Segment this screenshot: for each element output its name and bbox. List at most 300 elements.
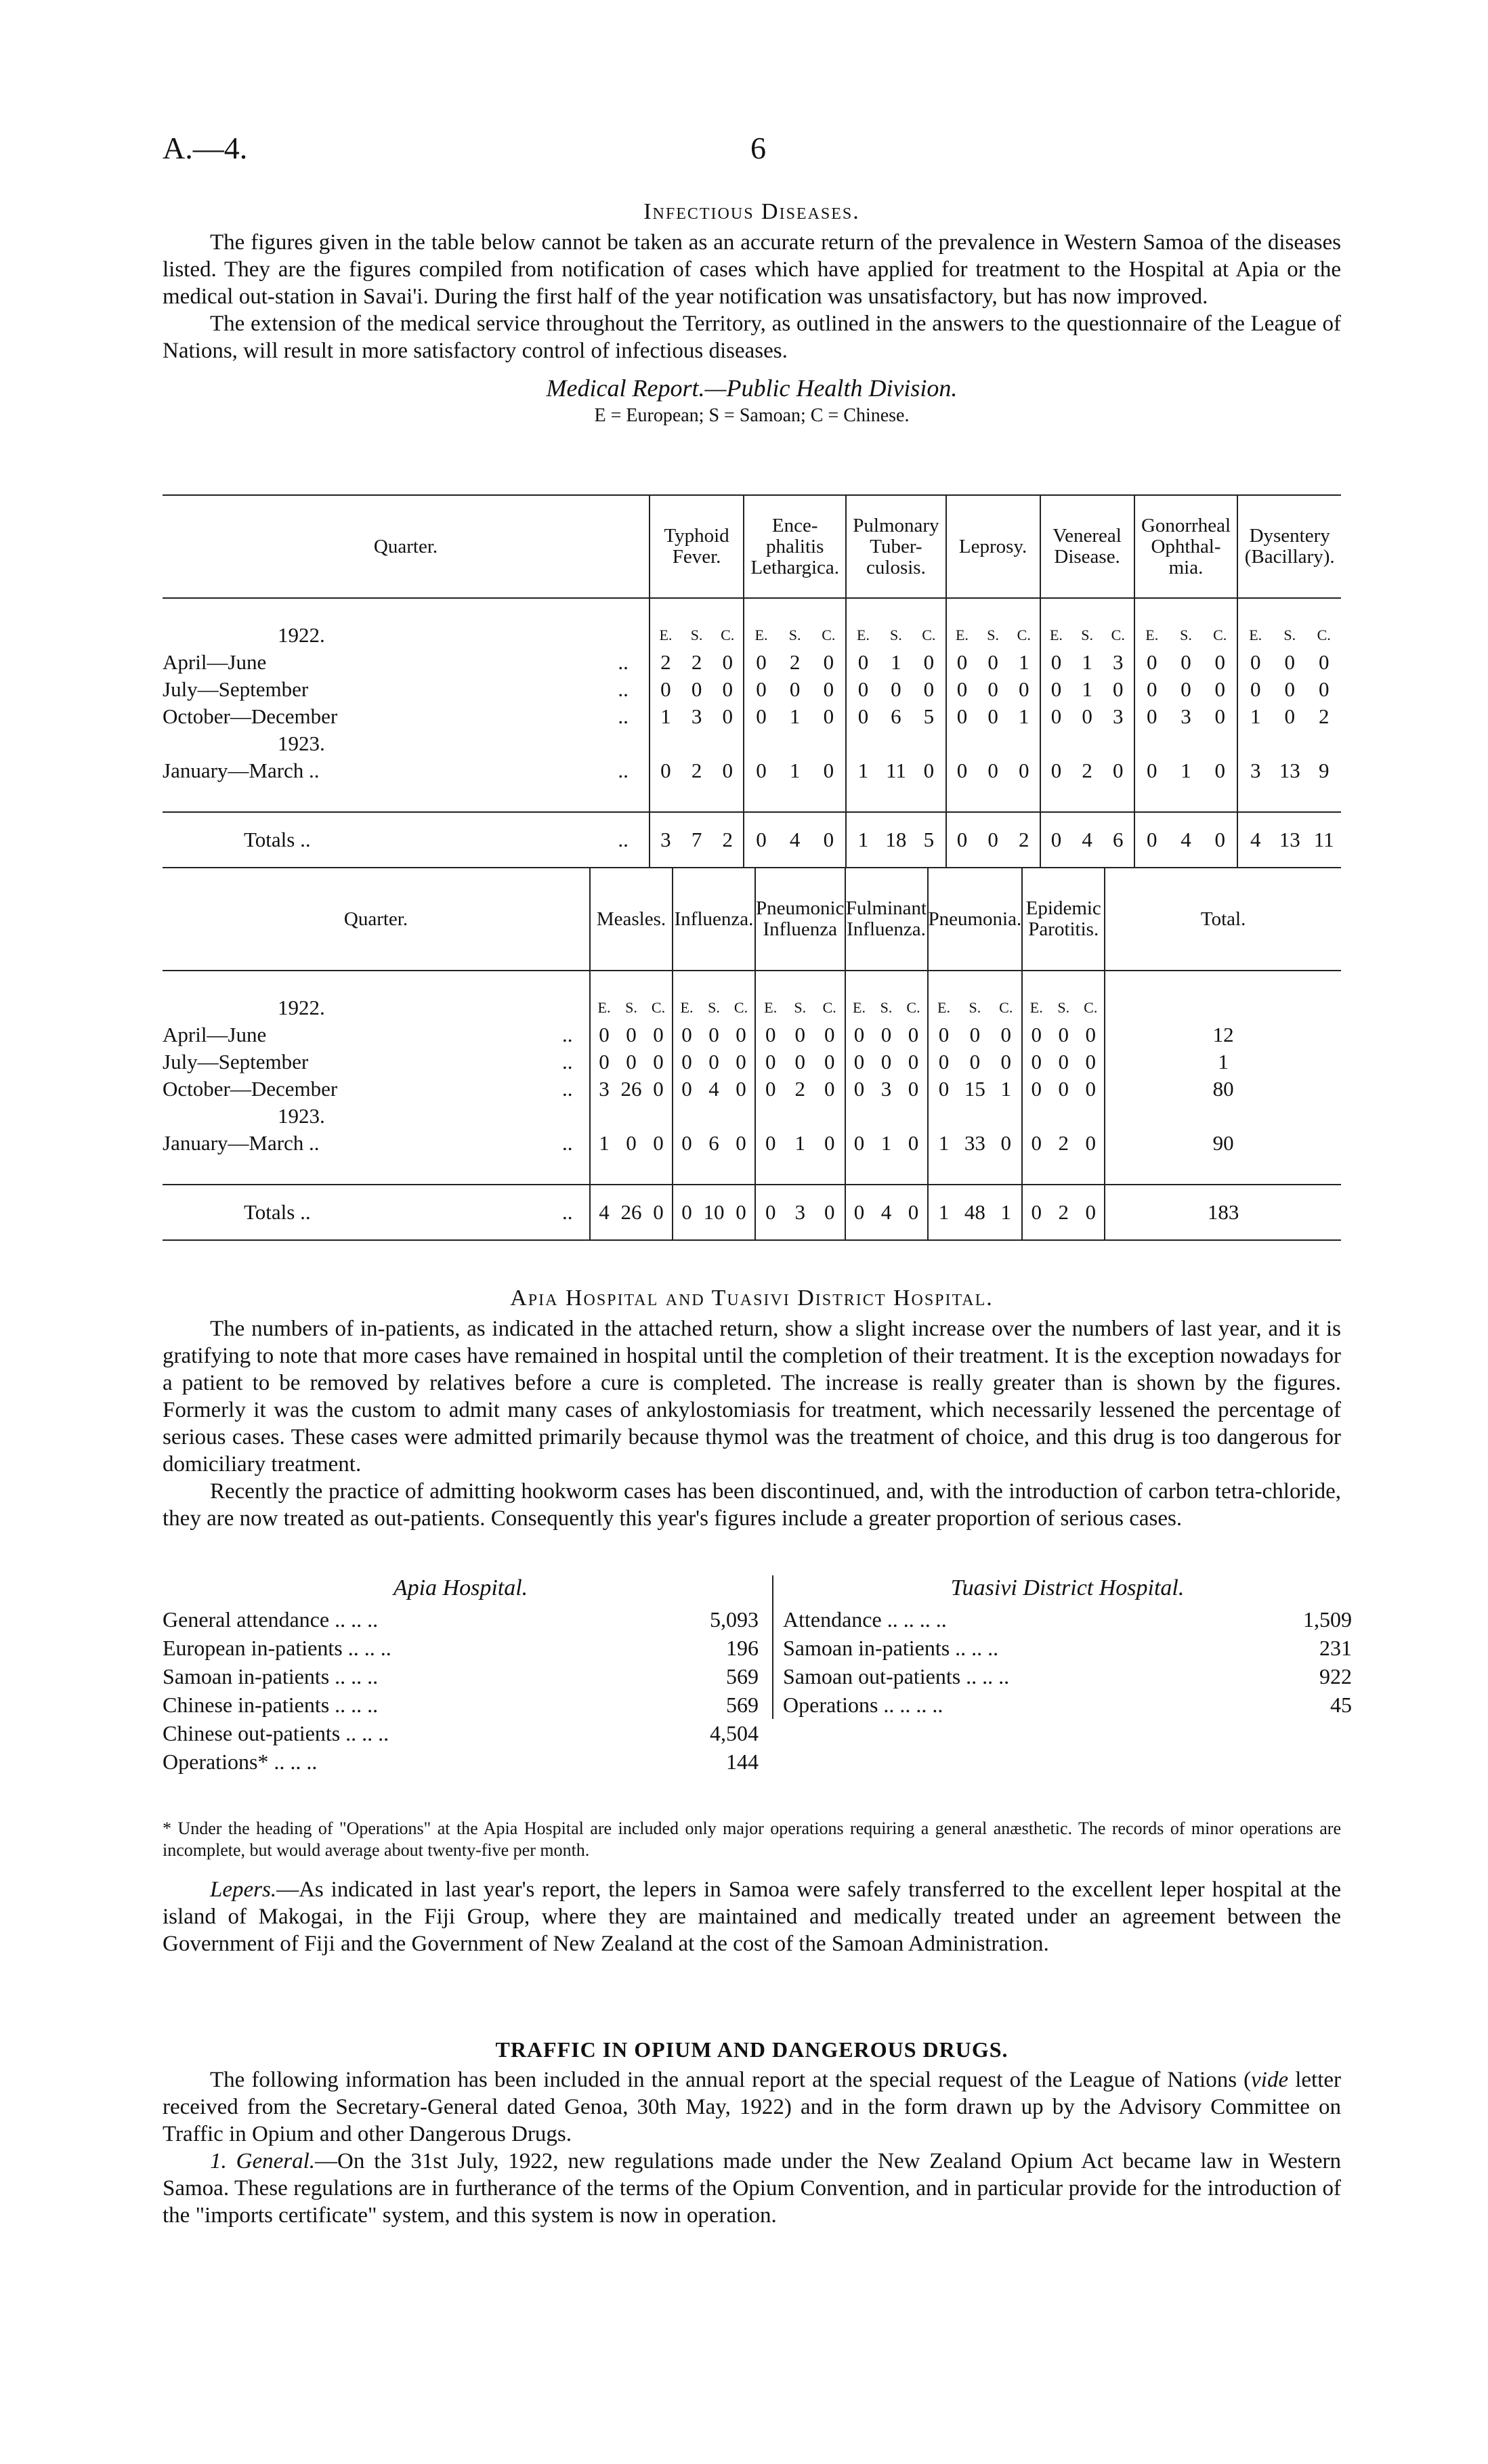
year-label: 1922. xyxy=(278,623,325,647)
cell-value: 0 xyxy=(946,649,978,676)
stat-value: 569 xyxy=(726,1693,759,1717)
totals-row xyxy=(163,1185,1341,1240)
stat-row xyxy=(163,1719,759,1747)
column-header: Pulmonary Tuber-culosis. xyxy=(846,495,945,598)
cell-value: 3 xyxy=(691,704,702,728)
column-header: Measles. xyxy=(590,868,673,971)
cell-value: 0 xyxy=(1181,677,1191,701)
table-row xyxy=(163,649,1341,676)
spacer xyxy=(846,784,880,812)
esc-label: C. xyxy=(1017,626,1031,643)
spacer xyxy=(1040,784,1072,812)
table-row xyxy=(163,676,1341,703)
hospital-section xyxy=(163,1286,1341,1532)
column-header: Dysentery (Bacillary). xyxy=(1237,495,1341,598)
total-value: 0 xyxy=(845,1185,873,1240)
cell-value: 0 xyxy=(626,1023,637,1046)
cell-value: 1 xyxy=(1082,650,1092,674)
cell-value: 0 xyxy=(673,1021,700,1048)
spacer xyxy=(1022,1157,1050,1185)
spacer xyxy=(700,1103,727,1130)
stat-value: 5,093 xyxy=(710,1607,759,1632)
cell-value: 2 xyxy=(1058,1131,1069,1155)
total-value: 4 xyxy=(1071,812,1103,868)
cell-value: 0 xyxy=(736,1050,746,1074)
stat-row xyxy=(163,1605,759,1634)
cell-value: 3 xyxy=(880,1077,892,1101)
column-header: Venereal Disease. xyxy=(1040,495,1134,598)
total-value: 1 xyxy=(990,1185,1022,1240)
total-value: 0 xyxy=(1134,812,1169,868)
year-label: 1922. xyxy=(278,996,325,1019)
spacer xyxy=(1306,784,1341,812)
esc-label: C. xyxy=(922,626,936,643)
row-total: 90 xyxy=(1105,1130,1341,1157)
spacer xyxy=(990,1103,1022,1130)
spacer xyxy=(163,784,618,812)
cell-value: 0 xyxy=(590,1021,618,1048)
cell-value: 2 xyxy=(691,759,702,782)
stat-label: Operations* .. .. .. xyxy=(163,1749,318,1774)
cell-value: 0 xyxy=(1000,1023,1011,1046)
leader-dots: .. xyxy=(562,1077,573,1101)
cell-value: 0 xyxy=(653,1077,664,1101)
spacer xyxy=(778,784,812,812)
cell-value: 0 xyxy=(1085,1131,1096,1155)
esc-label: S. xyxy=(1283,626,1296,643)
cell-value: 2 xyxy=(650,649,681,676)
cell-value: 0 xyxy=(1022,1021,1050,1048)
cell-value: 3 xyxy=(1113,704,1124,728)
esc-label: S. xyxy=(708,999,720,1016)
cell-value: 0 xyxy=(708,1023,719,1046)
cell-value: 0 xyxy=(1040,703,1072,730)
spacer xyxy=(928,1103,960,1130)
cell-value: 0 xyxy=(823,759,834,782)
spacer xyxy=(873,1157,900,1185)
table-row xyxy=(163,703,1341,730)
cell-value: 0 xyxy=(673,1076,700,1103)
esc-label: C. xyxy=(721,626,735,643)
disease-table-2 xyxy=(163,867,1341,1241)
column-header: Influenza. xyxy=(673,868,755,971)
spacer xyxy=(1169,730,1203,757)
lepers-text: —As indicated in last year's report, the lepers in Samoa were safely transferred to the excellent leper hospital at the island of Makogai, in the Fiji Group, where they are maintained and medically treated under an agreement between the Government of Fiji and the Government of New Zealand at the cost of the Samoan Administration. xyxy=(163,1877,1341,1956)
spacer xyxy=(1105,1103,1341,1130)
esc-label: S. xyxy=(625,999,637,1016)
grand-total: 183 xyxy=(1105,1185,1341,1240)
stat-label: European in-patients .. .. .. xyxy=(163,1636,391,1660)
stat-value: 231 xyxy=(1319,1636,1352,1660)
year-row xyxy=(163,730,1341,757)
cell-value: 0 xyxy=(653,1050,664,1074)
disease-table-1-grid xyxy=(163,494,1341,868)
subheader-row xyxy=(163,971,1341,1021)
cell-value: 0 xyxy=(946,703,978,730)
spacer xyxy=(618,784,650,812)
column-header: Fulminant Influenza. xyxy=(845,868,928,971)
cell-value: 11 xyxy=(885,759,906,782)
cell-value: 0 xyxy=(736,1077,746,1101)
spacer xyxy=(912,784,946,812)
esc-label: C. xyxy=(822,626,836,643)
esc-label: C. xyxy=(999,999,1013,1016)
esc-label: S. xyxy=(794,999,807,1016)
column-header: Typhoid Fever. xyxy=(650,495,744,598)
esc-label: E. xyxy=(928,971,960,1021)
total-value: 3 xyxy=(650,812,681,868)
cell-value: 0 xyxy=(823,650,834,674)
year-label: 1923. xyxy=(278,1104,325,1128)
cell-value: 1 xyxy=(650,703,681,730)
quarter-label: April—June xyxy=(163,650,267,674)
spacer xyxy=(1169,784,1203,812)
cell-value: 0 xyxy=(1022,1076,1050,1103)
spacer xyxy=(712,730,744,757)
esc-label: E. xyxy=(1022,971,1050,1021)
cell-value: 0 xyxy=(845,1021,873,1048)
esc-label: C. xyxy=(906,999,920,1016)
cell-value: 0 xyxy=(987,677,998,701)
esc-label: S. xyxy=(788,626,801,643)
spacer xyxy=(618,598,650,649)
total-value: 0 xyxy=(673,1185,700,1240)
esc-label: C. xyxy=(651,999,666,1016)
cell-value: 6 xyxy=(891,704,901,728)
esc-label: C. xyxy=(822,999,836,1016)
cell-value: 2 xyxy=(1082,759,1092,782)
spacer xyxy=(977,784,1008,812)
spacer xyxy=(845,1103,873,1130)
spacer xyxy=(645,1157,673,1185)
opium-p1-start: The following information has been included in the annual report at the special request of the League of Nations ( xyxy=(210,2068,1252,2092)
cell-value: 0 xyxy=(722,677,733,701)
leader-dots: .. xyxy=(618,704,629,728)
cell-value: 0 xyxy=(891,677,901,701)
spacer xyxy=(1040,730,1072,757)
total-value: 1 xyxy=(846,812,880,868)
cell-value: 0 xyxy=(1040,757,1072,784)
spacer xyxy=(1008,730,1040,757)
disease-table-1 xyxy=(163,494,1341,868)
apia-hospital-stats xyxy=(163,1575,759,1776)
cell-value: 0 xyxy=(673,1048,700,1076)
esc-label: E. xyxy=(590,971,618,1021)
cell-value: 0 xyxy=(946,676,978,703)
spacer xyxy=(1071,730,1103,757)
opium-general-label: 1. General. xyxy=(210,2149,315,2173)
cell-value: 0 xyxy=(1318,677,1330,701)
total-value: 6 xyxy=(1103,812,1134,868)
cell-value: 9 xyxy=(1318,759,1330,782)
totals-label: Totals .. xyxy=(163,812,618,868)
hospital-paragraph-2: Recently the practice of admitting hookworm cases has been discontinued, and, with the introduction of carbon tetra-chloride, they are now treated as out-patients. Consequently this year's figures include a greater proportion of serious cases. xyxy=(163,1479,1341,1531)
cell-value: 0 xyxy=(846,676,880,703)
spacer xyxy=(1134,730,1169,757)
cell-value: 0 xyxy=(1214,677,1225,701)
cell-value: 1 xyxy=(891,650,901,674)
cell-value: 2 xyxy=(1318,704,1330,728)
quarter-label: April—June xyxy=(163,1023,267,1046)
cell-value: 0 xyxy=(824,1131,835,1155)
spacer xyxy=(959,1103,990,1130)
total-value: 4 xyxy=(778,812,812,868)
spacer xyxy=(977,730,1008,757)
cell-value: 0 xyxy=(1134,703,1169,730)
total-value: 4 xyxy=(873,1185,900,1240)
cell-value: 0 xyxy=(1134,649,1169,676)
spacer xyxy=(846,730,880,757)
cell-value: 0 xyxy=(1134,676,1169,703)
cell-value: 0 xyxy=(744,703,778,730)
cell-value: 0 xyxy=(845,1048,873,1076)
esc-label: C. xyxy=(1111,626,1125,643)
cell-value: 0 xyxy=(626,1050,637,1074)
tuasivi-hospital-title: Tuasivi District Hospital. xyxy=(950,1575,1185,1600)
stat-row xyxy=(783,1605,1352,1634)
spacer xyxy=(912,730,946,757)
cell-value: 0 xyxy=(1058,1077,1069,1101)
stat-value: 922 xyxy=(1319,1664,1352,1688)
cell-value: 0 xyxy=(1284,704,1295,728)
spacer xyxy=(946,730,978,757)
cell-value: 0 xyxy=(1085,1077,1096,1101)
column-header: Ence-phalitis Lethargica. xyxy=(744,495,846,598)
leader-dots: .. xyxy=(618,759,629,782)
stat-label: Samoan in-patients .. .. .. xyxy=(783,1636,999,1660)
spacer xyxy=(946,784,978,812)
total-value: 0 xyxy=(744,812,778,868)
totals-row xyxy=(163,812,1341,868)
opium-p1-end: letter received from the Secretary-General dated Genoa, 30th May, 1922) and in the form drawn up by the Advisory Committee on Traffic in Opium and other Dangerous Drugs. xyxy=(163,2068,1342,2146)
stat-row xyxy=(163,1634,759,1662)
legend-line: E = European; S = Samoan; C = Chinese. xyxy=(594,405,910,426)
esc-label: E. xyxy=(946,598,978,649)
total-value: 48 xyxy=(959,1185,990,1240)
cell-value: 0 xyxy=(1237,676,1273,703)
cell-value: 4 xyxy=(708,1077,719,1101)
cell-value: 0 xyxy=(923,677,935,701)
leader-dots: .. xyxy=(618,812,650,868)
spacer xyxy=(786,1103,815,1130)
cell-value: 0 xyxy=(794,1050,805,1074)
cell-value: 2 xyxy=(794,1077,805,1101)
total-value: 1 xyxy=(928,1185,960,1240)
cell-value: 0 xyxy=(673,1130,700,1157)
table-row xyxy=(163,1130,1341,1157)
esc-label: S. xyxy=(969,999,981,1016)
spacer xyxy=(1050,1157,1077,1185)
total-value: 4 xyxy=(590,1185,618,1240)
esc-label: E. xyxy=(1134,598,1169,649)
stat-row xyxy=(783,1691,1352,1719)
spacer xyxy=(1008,784,1040,812)
cell-value: 0 xyxy=(1113,759,1124,782)
esc-label: S. xyxy=(1180,626,1192,643)
stat-label: Attendance .. .. .. .. xyxy=(783,1607,947,1632)
quarter-label: October—December xyxy=(163,704,338,728)
spacer xyxy=(673,1103,700,1130)
footnote-block xyxy=(163,1818,1341,1957)
cell-value: 0 xyxy=(824,1023,835,1046)
section-title-hospital: Apia Hospital and Tuasivi District Hospital. xyxy=(510,1286,994,1311)
row-total: 12 xyxy=(1105,1021,1341,1048)
spacer xyxy=(618,1157,645,1185)
total-value: 10 xyxy=(700,1185,727,1240)
cell-value: 15 xyxy=(964,1077,985,1101)
total-value: 0 xyxy=(946,812,978,868)
spacer-row xyxy=(163,784,1341,812)
cell-value: 0 xyxy=(823,704,834,728)
spacer xyxy=(1273,730,1306,757)
cell-value: 0 xyxy=(1000,1131,1011,1155)
cell-value: 13 xyxy=(1279,759,1300,782)
cell-value: 0 xyxy=(1018,677,1029,701)
total-value: 0 xyxy=(977,812,1008,868)
cell-value: 0 xyxy=(1082,704,1092,728)
cell-value: 0 xyxy=(928,1048,960,1076)
cell-value: 0 xyxy=(1318,650,1330,674)
leader-dots: .. xyxy=(562,1131,573,1155)
stat-value: 144 xyxy=(726,1749,759,1774)
total-value: 5 xyxy=(912,812,946,868)
opium-general-text: —On the 31st July, 1922, new regulations made under the New Zealand Opium Act became law in Western Samoa. These regulations are in furtherance of the terms of the Opium Convention, and in particular provide for the introduction of the "imports certificate" system, and this system is now in operation. xyxy=(163,2149,1341,2228)
stat-label: Samoan in-patients .. .. .. xyxy=(163,1664,379,1688)
cell-value: 0 xyxy=(923,759,935,782)
leader-dots: .. xyxy=(562,1185,590,1240)
cell-value: 2 xyxy=(691,650,702,674)
cell-value: 0 xyxy=(744,757,778,784)
stat-value: 4,504 xyxy=(710,1721,759,1745)
cell-value: 0 xyxy=(923,650,935,674)
cell-value: 0 xyxy=(722,650,733,674)
table-row xyxy=(163,1076,1341,1103)
spacer xyxy=(1134,784,1169,812)
spacer xyxy=(959,1157,990,1185)
table-row xyxy=(163,1048,1341,1076)
table-row xyxy=(163,757,1341,784)
infectious-paragraph-2: The extension of the medical service throughout the Territory, as outlined in the answers to the questionnaire of the League of Nations, will result in more satisfactory control of infectious diseases. xyxy=(163,312,1341,363)
cell-value: 1 xyxy=(1237,703,1273,730)
cell-value: 0 xyxy=(908,1023,919,1046)
spacer xyxy=(650,730,681,757)
cell-value: 0 xyxy=(908,1131,919,1155)
totals-label: Totals .. xyxy=(163,1185,562,1240)
cell-value: 2 xyxy=(789,650,801,674)
cell-value: 1 xyxy=(1018,650,1029,674)
cell-value: 0 xyxy=(908,1077,919,1101)
lepers-label: Lepers. xyxy=(210,1877,277,1902)
spacer xyxy=(880,730,912,757)
cell-value: 1 xyxy=(590,1130,618,1157)
spacer xyxy=(811,784,846,812)
spacer xyxy=(1103,730,1134,757)
cell-value: 0 xyxy=(794,1023,805,1046)
cell-value: 3 xyxy=(1181,704,1191,728)
disease-table-2-grid xyxy=(163,867,1341,1241)
cell-value: 1 xyxy=(928,1130,960,1157)
esc-label: C. xyxy=(1084,999,1098,1016)
spacer xyxy=(845,1157,873,1185)
total-value: 2 xyxy=(1050,1185,1077,1240)
spacer xyxy=(700,1157,727,1185)
cell-value: 0 xyxy=(722,704,733,728)
quarter-header: Quarter. xyxy=(163,495,650,598)
total-value: 0 xyxy=(811,812,846,868)
total-value: 11 xyxy=(1306,812,1341,868)
cell-value: 0 xyxy=(845,1076,873,1103)
stat-row xyxy=(163,1747,759,1776)
stat-label: Chinese in-patients .. .. .. xyxy=(163,1693,379,1717)
quarter-label: January—March .. xyxy=(163,759,320,782)
cell-value: 0 xyxy=(1237,649,1273,676)
spacer xyxy=(900,1157,928,1185)
spacer xyxy=(811,730,846,757)
spacer xyxy=(744,730,778,757)
esc-label: E. xyxy=(650,598,681,649)
total-value: 0 xyxy=(900,1185,928,1240)
spacer-row xyxy=(163,1157,1341,1185)
quarter-label: July—September xyxy=(163,677,309,701)
leader-dots: .. xyxy=(562,1023,573,1046)
cell-value: 1 xyxy=(794,1131,805,1155)
total-value: 0 xyxy=(645,1185,673,1240)
spacer xyxy=(618,730,650,757)
cell-value: 0 xyxy=(755,1130,786,1157)
cell-value: 0 xyxy=(1058,1023,1069,1046)
tuasivi-hospital-stats xyxy=(772,1575,1352,1719)
cell-value: 1 xyxy=(1000,1077,1011,1101)
cell-value: 3 xyxy=(590,1076,618,1103)
quarter-label: July—September xyxy=(163,1050,309,1074)
esc-label: E. xyxy=(1040,598,1072,649)
cell-value: 0 xyxy=(987,650,998,674)
cell-value: 0 xyxy=(744,676,778,703)
esc-label: S. xyxy=(880,999,893,1016)
cell-value: 0 xyxy=(1022,1048,1050,1076)
cell-value: 0 xyxy=(650,757,681,784)
cell-value: 0 xyxy=(1284,650,1295,674)
cell-value: 26 xyxy=(620,1077,642,1101)
cell-value: 1 xyxy=(880,1131,892,1155)
spacer xyxy=(645,1103,673,1130)
stat-row xyxy=(163,1691,759,1719)
quarter-label: October—December xyxy=(163,1077,338,1101)
spacer xyxy=(755,1103,786,1130)
total-value: 0 xyxy=(1203,812,1237,868)
spacer xyxy=(1071,784,1103,812)
section-title-infectious: Infectious Diseases. xyxy=(643,199,860,224)
cell-value: 0 xyxy=(626,1131,637,1155)
spacer xyxy=(618,1103,645,1130)
cell-value: 6 xyxy=(708,1131,719,1155)
cell-value: 0 xyxy=(1113,677,1124,701)
opium-paragraph-2 xyxy=(163,2148,1341,2229)
spacer xyxy=(873,1103,900,1130)
spacer xyxy=(1077,1157,1105,1185)
hospital-paragraph-1: The numbers of in-patients, as indicated in the attached return, show a slight increase over the numbers of last year, and it is gratifying to note that more cases have remained in hospital until the completion of their treatment. It is the exception nowadays for a patient to be removed by relatives before a cure is completed. The increase is really greater than is shown by the figures. Formerly it was the custom to admit many cases of ankylostomiasis for treatment, which necessarily lessened the percentage of serious cases. These cases were admitted primarily because thymol was the treatment of choice, and this drug is too dangerous for domiciliary treatment. xyxy=(163,1317,1341,1477)
cell-value: 1 xyxy=(1082,677,1092,701)
esc-label: C. xyxy=(734,999,748,1016)
total-value: 3 xyxy=(786,1185,815,1240)
stat-label: Operations .. .. .. .. xyxy=(783,1693,943,1717)
spacer xyxy=(1237,784,1273,812)
cell-value: 0 xyxy=(824,1050,835,1074)
total-value: 2 xyxy=(1008,812,1040,868)
esc-label: C. xyxy=(1317,626,1331,643)
page-number: 6 xyxy=(750,131,766,165)
spacer xyxy=(755,1157,786,1185)
